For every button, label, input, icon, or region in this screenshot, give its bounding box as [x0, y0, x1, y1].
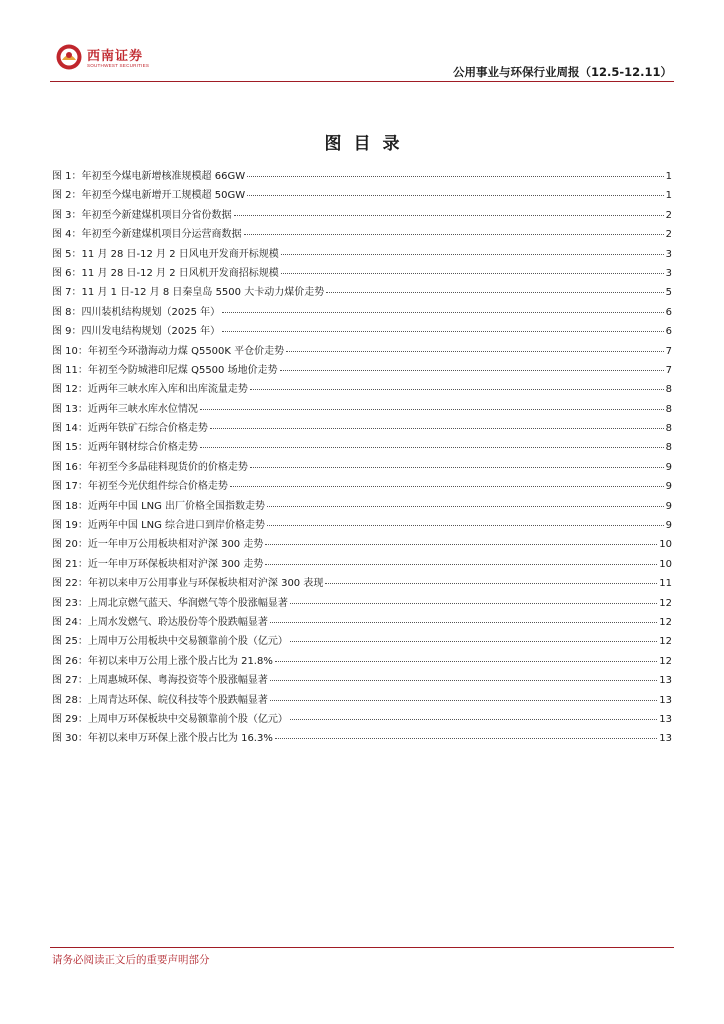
- toc-entry-label: 图 2：年初至今煤电新增开工规模超 50GW: [52, 190, 246, 202]
- toc-entry-label: 图 17：年初至今光伏组件综合价格走势: [52, 481, 228, 493]
- toc-entry[interactable]: [52, 283, 672, 302]
- toc-entry-label: 图 30：年初以来申万环保上涨个股占比为 16.3%: [52, 733, 273, 745]
- toc-entry-page: 8: [665, 384, 672, 396]
- toc-dot-leader: [222, 312, 663, 313]
- toc-dot-leader: [270, 680, 657, 681]
- toc-entry-page: 12: [659, 616, 672, 628]
- toc-entry[interactable]: [52, 729, 672, 748]
- footer-divider: [50, 947, 674, 948]
- toc-dot-leader: [247, 176, 664, 177]
- report-title: 公用事业与环保行业周报（12.5-12.11）: [452, 65, 672, 79]
- toc-dot-leader: [286, 351, 663, 352]
- toc-entry[interactable]: [52, 245, 672, 264]
- toc-entry-page: 12: [659, 636, 672, 648]
- toc-entry-page: 9: [665, 481, 672, 493]
- toc-entry[interactable]: [52, 264, 672, 283]
- toc-entry-page: 12: [659, 655, 672, 667]
- toc-entry[interactable]: [52, 555, 672, 574]
- toc-dot-leader: [267, 506, 664, 507]
- toc-dot-leader: [200, 409, 664, 410]
- toc-dot-leader: [326, 292, 663, 293]
- toc-entry[interactable]: [52, 574, 672, 593]
- toc-entry[interactable]: [52, 710, 672, 729]
- toc-entry-page: 13: [659, 694, 672, 706]
- brand-logo: [56, 44, 176, 74]
- toc-dot-leader: [281, 273, 664, 274]
- toc-entry-page: 13: [659, 675, 672, 687]
- toc-entry-page: 10: [659, 539, 672, 551]
- toc-entry-label: 图 1：年初至今煤电新增核准规模超 66GW: [52, 171, 246, 182]
- toc-entry[interactable]: [52, 419, 672, 438]
- toc-entry[interactable]: [52, 303, 672, 322]
- toc-entry-page: 8: [665, 403, 672, 415]
- toc-entry-label: 图 20：近一年申万公用板块相对沪深 300 走势: [52, 539, 264, 551]
- toc-dot-leader: [222, 331, 663, 332]
- toc-entry-page: 2: [665, 229, 672, 241]
- toc-entry-label: 图 6：11 月 28 日-12 月 2 日风机开发商招标规模: [52, 267, 279, 279]
- toc-dot-leader: [250, 467, 664, 468]
- toc-dot-leader: [265, 564, 657, 565]
- page-title: 图目录: [324, 134, 412, 154]
- toc-entry[interactable]: [52, 516, 672, 535]
- toc-entry-page: 1: [665, 171, 672, 182]
- toc-entry-page: 13: [659, 713, 672, 725]
- toc-dot-leader: [267, 525, 664, 526]
- toc-entry[interactable]: [52, 652, 672, 671]
- toc-entry-label: 图 9：四川发电结构规划（2025 年）: [52, 326, 221, 338]
- toc-entry[interactable]: [52, 477, 672, 496]
- toc-entry-label: 图 21：近一年申万环保板块相对沪深 300 走势: [52, 558, 264, 570]
- toc-entry[interactable]: [52, 380, 672, 399]
- toc-entry-label: 图 7：11 月 1 日-12 月 8 日秦皇岛 5500 大卡动力煤价走势: [52, 287, 325, 299]
- toc-dot-leader: [325, 583, 657, 584]
- toc-entry[interactable]: [52, 361, 672, 380]
- toc-entry[interactable]: [52, 535, 672, 554]
- toc-entry-page: 9: [665, 500, 672, 512]
- toc-dot-leader: [290, 719, 657, 720]
- toc-entry-page: 6: [665, 326, 672, 338]
- toc-dot-leader: [275, 738, 657, 739]
- toc-entry-page: 1: [665, 190, 672, 202]
- toc-dot-leader: [290, 603, 657, 604]
- toc-entry[interactable]: [52, 613, 672, 632]
- toc-entry[interactable]: [52, 206, 672, 225]
- toc-entry[interactable]: [52, 322, 672, 341]
- toc-entry-label: 图 13：近两年三峡水库水位情况: [52, 403, 198, 415]
- toc-entry-label: 图 18：近两年中国 LNG 出厂价格全国指数走势: [52, 500, 266, 512]
- toc-entry-label: 图 24：上周水发燃气、聆达股份等个股跌幅显著: [52, 616, 268, 628]
- toc-dot-leader: [281, 254, 664, 255]
- toc-entry[interactable]: [52, 438, 672, 457]
- toc-entry-label: 图 12：近两年三峡水库入库和出库流量走势: [52, 384, 248, 396]
- toc-dot-leader: [210, 428, 664, 429]
- toc-entry-label: 图 26：年初以来申万公用上涨个股占比为 21.8%: [52, 655, 273, 667]
- toc-entry-page: 8: [665, 442, 672, 454]
- toc-entry-label: 图 15：近两年钢材综合价格走势: [52, 442, 198, 454]
- toc-entry-label: 图 27：上周惠城环保、粤海投资等个股涨幅显著: [52, 675, 268, 687]
- toc-entry[interactable]: [52, 342, 672, 361]
- toc-entry-label: 图 8：四川装机结构规划（2025 年）: [52, 306, 221, 318]
- toc-entry-label: 图 10：年初至今环渤海动力煤 Q5500K 平仓价走势: [52, 345, 285, 357]
- brand-name: 西南证券: [87, 49, 144, 64]
- toc-entry-page: 8: [665, 423, 672, 435]
- toc-entry-label: 图 28：上周青达环保、皖仪科技等个股跌幅显著: [52, 694, 268, 706]
- footer-notice: 请务必阅读正文后的重要声明部分: [52, 954, 210, 966]
- toc-dot-leader: [234, 215, 664, 216]
- toc-entry-page: 10: [659, 558, 672, 570]
- toc-entry-page: 9: [665, 520, 672, 532]
- toc-entry[interactable]: [52, 671, 672, 690]
- toc-entry-label: 图 3：年初至今新建煤机项目分省份数据: [52, 209, 232, 221]
- toc-entry-label: 图 4：年初至今新建煤机项目分运营商数据: [52, 229, 242, 241]
- toc-entry[interactable]: [52, 497, 672, 516]
- toc-dot-leader: [230, 486, 664, 487]
- toc-entry-page: 11: [659, 578, 672, 590]
- toc-entry-page: 3: [665, 248, 672, 260]
- toc-entry-label: 图 29：上周申万环保板块中交易额靠前个股（亿元）: [52, 713, 288, 725]
- toc-entry[interactable]: [52, 225, 672, 244]
- toc-entry[interactable]: [52, 691, 672, 710]
- figure-table-of-contents: [52, 167, 672, 749]
- toc-entry-page: 5: [665, 287, 672, 299]
- toc-dot-leader: [275, 661, 657, 662]
- toc-dot-leader: [270, 700, 657, 701]
- toc-entry-label: 图 5：11 月 28 日-12 月 2 日风电开发商开标规模: [52, 248, 279, 260]
- toc-entry[interactable]: [52, 186, 672, 205]
- toc-entry-page: 6: [665, 306, 672, 318]
- toc-entry-label: 图 22：年初以来申万公用事业与环保板块相对沪深 300 表现: [52, 578, 324, 590]
- toc-entry-label: 图 14：近两年铁矿石综合价格走势: [52, 423, 208, 435]
- toc-dot-leader: [265, 544, 657, 545]
- toc-entry-label: 图 16：年初至今多晶硅料现货价的价格走势: [52, 461, 248, 473]
- toc-entry-label: 图 19：近两年中国 LNG 综合进口到岸价格走势: [52, 520, 266, 532]
- toc-entry[interactable]: [52, 594, 672, 613]
- toc-entry-page: 13: [659, 733, 672, 745]
- header-divider: [50, 81, 674, 82]
- toc-entry-page: 2: [665, 209, 672, 221]
- toc-dot-leader: [244, 234, 664, 235]
- toc-dot-leader: [250, 389, 664, 390]
- toc-dot-leader: [280, 370, 664, 371]
- toc-entry-label: 图 25：上周申万公用板块中交易额靠前个股（亿元）: [52, 636, 288, 648]
- toc-entry[interactable]: [52, 400, 672, 419]
- brand-emblem-icon: [56, 44, 82, 70]
- toc-entry[interactable]: [52, 458, 672, 477]
- toc-dot-leader: [270, 622, 657, 623]
- toc-entry-label: 图 23：上周北京燃气蓝天、华润燃气等个股涨幅显著: [52, 597, 288, 609]
- toc-entry-page: 7: [665, 364, 672, 376]
- toc-dot-leader: [247, 195, 664, 196]
- toc-entry[interactable]: [52, 167, 672, 186]
- toc-entry-page: 3: [665, 267, 672, 279]
- toc-entry-page: 12: [659, 597, 672, 609]
- toc-dot-leader: [290, 641, 657, 642]
- brand-subtitle: SOUTHWEST SECURITIES: [87, 63, 150, 68]
- toc-entry-label: 图 11：年初至今防城港印尼煤 Q5500 场地价走势: [52, 364, 278, 376]
- toc-entry-page: 9: [665, 461, 672, 473]
- toc-entry-page: 7: [665, 345, 672, 357]
- toc-dot-leader: [200, 447, 664, 448]
- toc-entry[interactable]: [52, 632, 672, 651]
